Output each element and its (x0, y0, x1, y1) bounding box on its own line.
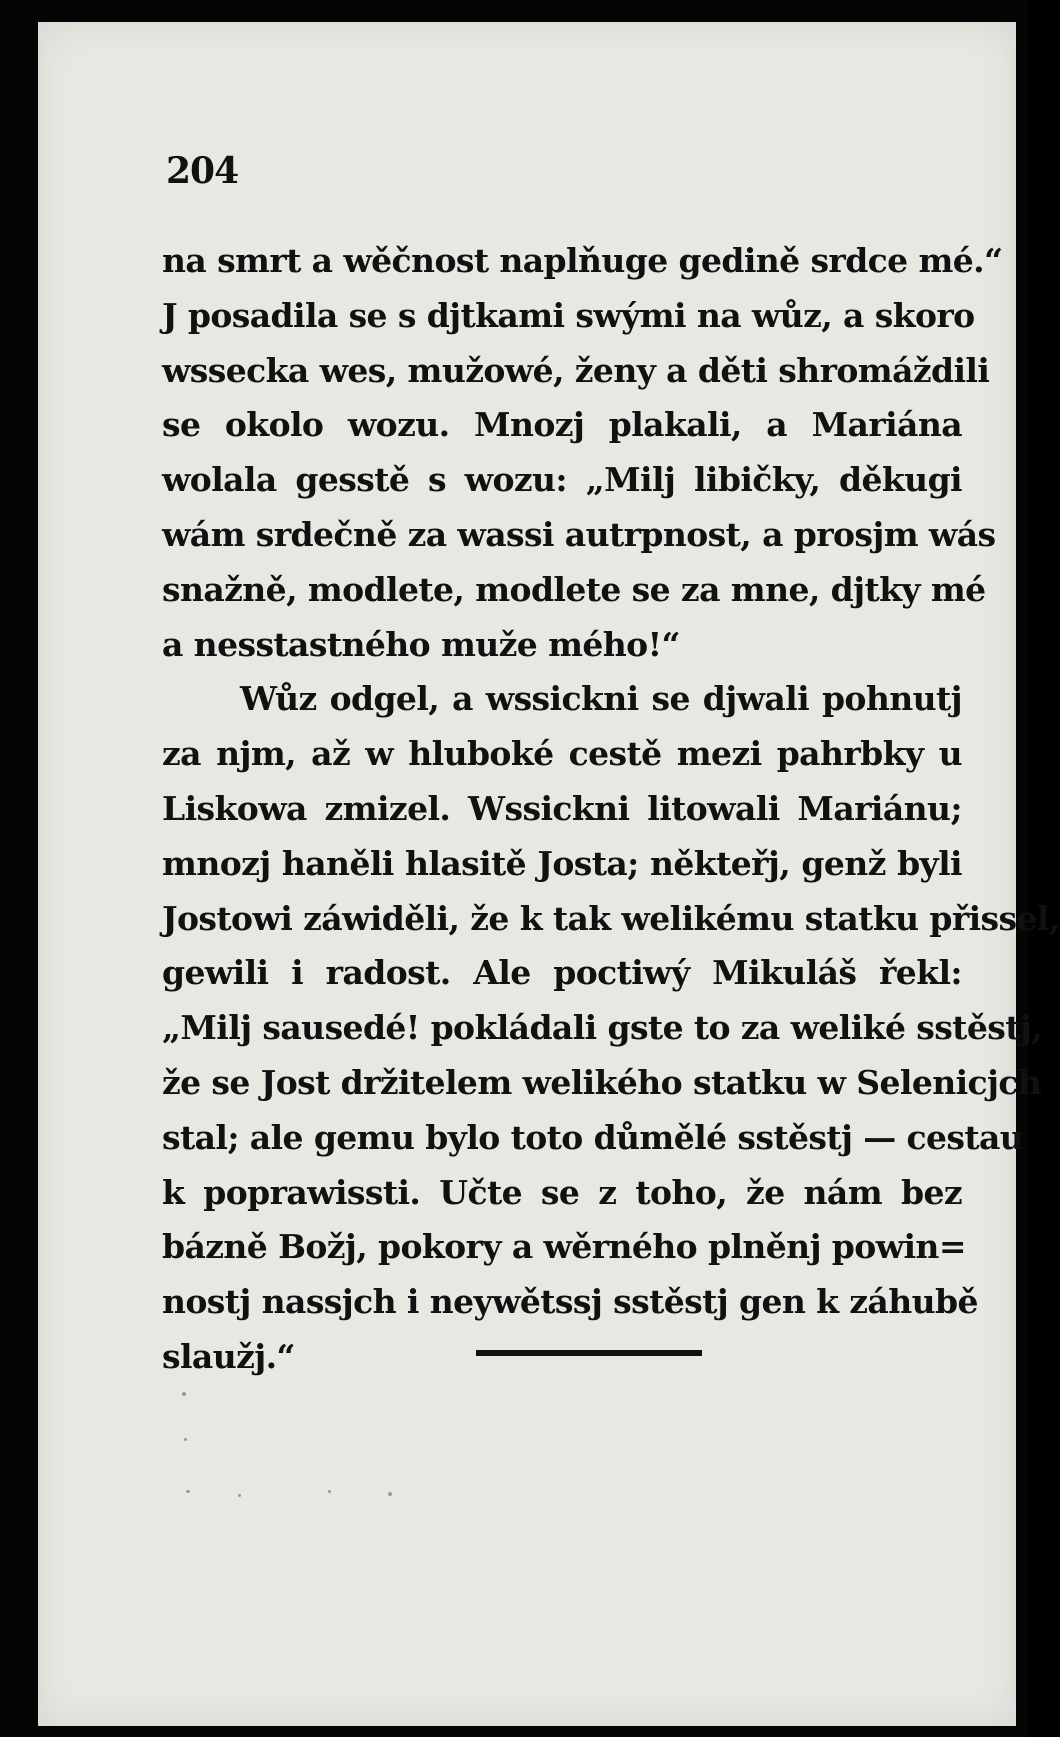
page-number: 204 (166, 150, 239, 192)
text-line: snažně, modlete, modlete se za mne, djtky mé (162, 569, 986, 609)
text-line: „Milj sausedé! pokládali gste to za weliké sstěstj, (162, 1008, 1043, 1048)
text-line: J posadila se s djtkami swými na wůz, a skoro (162, 295, 975, 335)
text-line: k poprawissti. Učte se z toho, že nám bez (162, 1172, 962, 1212)
end-rule (476, 1350, 702, 1356)
text-line: Jostowi záwiděli, že k tak welikému statku přissel, (162, 898, 1060, 938)
paper-specks (178, 1382, 478, 1522)
text-line: na smrt a wěčnost naplňuge gedině srdce mé.“ (162, 241, 1003, 280)
text-line: wssecka wes, mužowé, ženy a děti shromáždili (162, 350, 990, 390)
text-line: Liskowa zmizel. Wssickni litowali Mariánu; (162, 788, 962, 828)
text-line: wolala gesstě s wozu: „Milj libičky, děkugi (162, 460, 962, 500)
text-line: gewili i radost. Ale poctiwý Mikuláš řekl: (162, 953, 962, 993)
body-text (162, 234, 1060, 1385)
text-line: Wůz odgel, a wssickni se djwali pohnutj (240, 679, 962, 719)
text-line: stal; ale gemu bylo toto důmělé sstěstj — cestau (162, 1117, 1024, 1157)
text-line: bázně Božj, pokory a wěrného plněnj powin= (162, 1227, 966, 1267)
text-line: se okolo wozu. Mnozj plakali, a Mariána (162, 405, 962, 445)
text-line: a nesstastného muže mého!“ (162, 624, 680, 664)
text-line: wám srdečně za wassi autrpnost, a prosjm wás (162, 514, 996, 554)
text-line: mnozj haněli hlasitě Josta; někteřj, genž byli (162, 843, 962, 883)
text-line: slaužj.“ (162, 1336, 295, 1376)
text-line: za njm, až w hluboké cestě mezi pahrbky u (162, 734, 962, 774)
text-line: že se Jost držitelem welikého statku w Selenicjch (162, 1062, 1042, 1102)
book-page (38, 22, 1060, 1726)
text-line: nostj nassjch i neywětssj sstěstj gen k záhubě (162, 1282, 978, 1322)
